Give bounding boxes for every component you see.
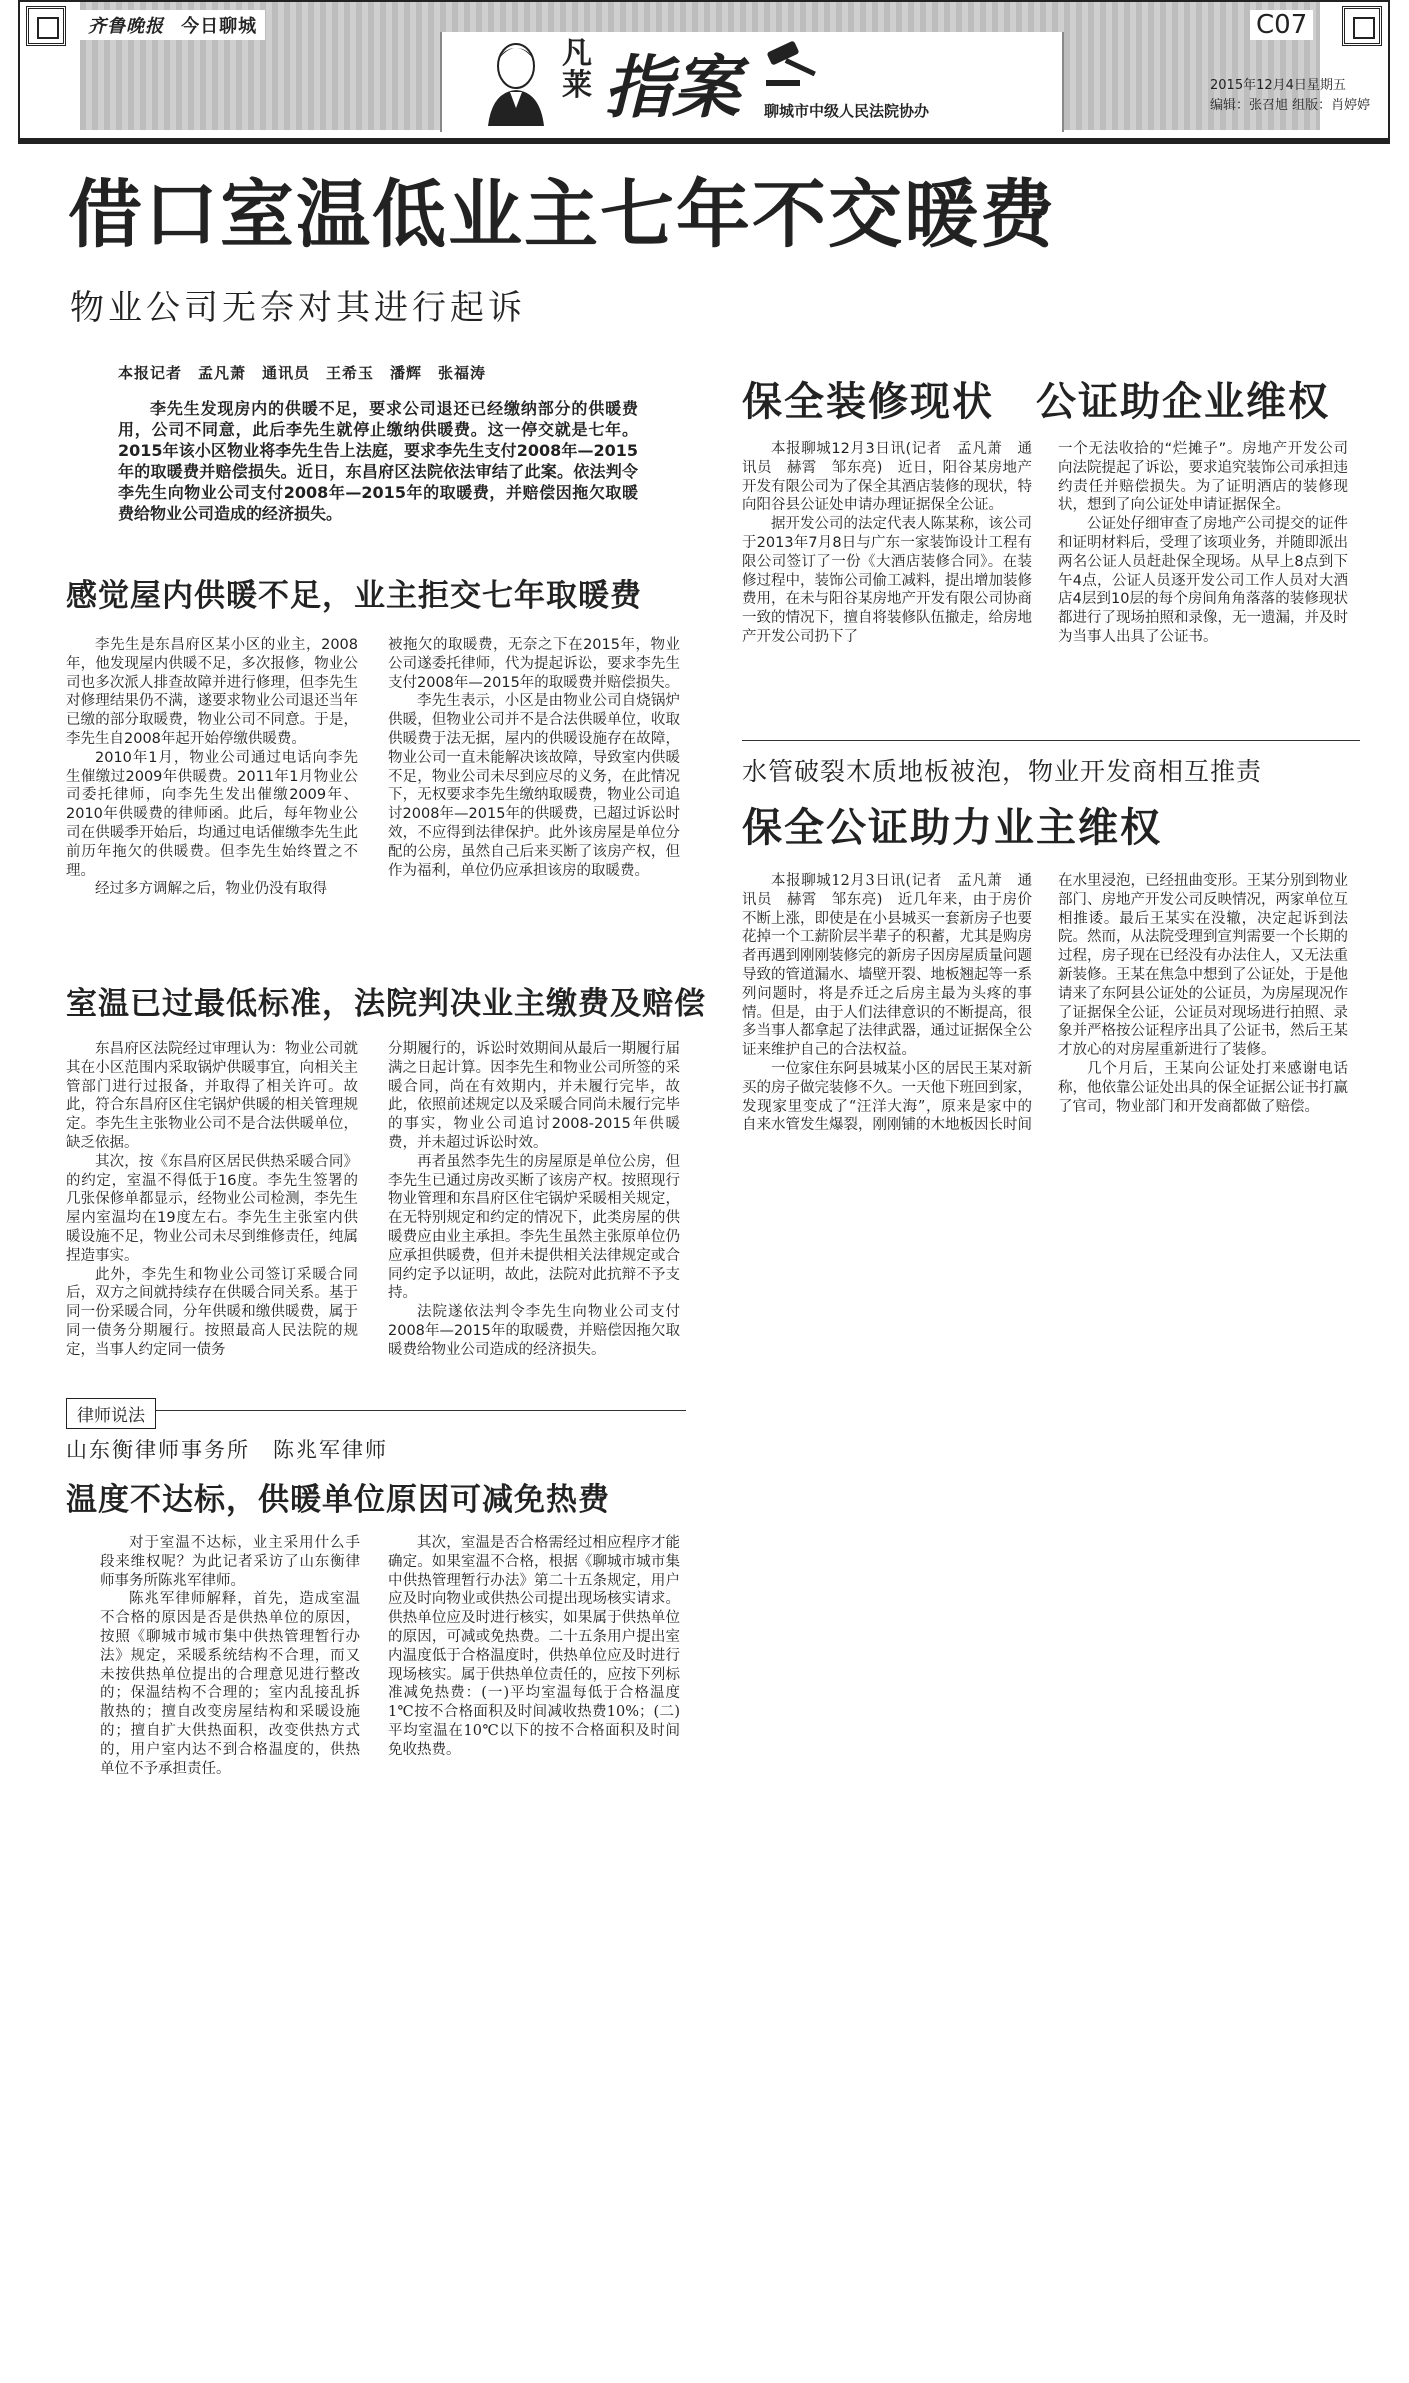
paragraph: 据开发公司的法定代表人陈某称，该公司于2013年7月8日与广东一家装饰设计工程有限公司签订了一份《大酒店装修合同》。在装修过程中，装饰公司偷工减料，提出增加装修费用，在未与阳谷某房地产开发有限公司协商一致的情况下，擅自将装修队伍撤走，给房地产开发公司扔下了	[742, 516, 1032, 645]
paragraph: 几个月后，王某向公证处打来感谢电话称，他依靠公证处出具的保全证据公证书打赢了官司，物业部门和开发商都做了赔偿。	[1058, 1060, 1348, 1115]
header-corner-ornament-right	[1342, 6, 1382, 46]
paragraph: 陈兆军律师解释，首先，造成室温不合格的原因是否是供热单位的原因，按照《聊城市城市集中供热管理暂行办法》规定，采暖系统结构不合理，而又未按供热单位提出的合理意见进行整改的；保温结构不合理的；室内乱接乱拆散热的；擅自改变房屋结构和采暖设施的；擅自扩大供热面积，改变供热方式的，用户室内达不到合格温度的，供热单位不予承担责任。	[100, 1591, 360, 1777]
paragraph: 李先生是东昌府区某小区的业主，2008年，他发现屋内供暖不足，多次报修，物业公司也多次派人排查故障并进行修理，但李先生对修理结果仍不满，遂要求物业公司退还当年已缴的部分取暖费，物业公司不同意。于是，李先生自2008年起开始停缴供暖费。	[66, 637, 358, 747]
column-sponsor: 聊城市中级人民法院协办	[764, 102, 930, 120]
right-article2-column-1	[742, 872, 1032, 1135]
paper-masthead	[80, 10, 265, 40]
lawyer-tag: 律师说法	[66, 1398, 156, 1429]
right-article2-title: 保全公证助力业主维权	[742, 805, 1162, 851]
main-lead-paragraph: 李先生发现房内的供暖不足，要求公司退还已经缴纳部分的供暖费用，公司不同意，此后李先生就停止缴纳供暖费。这一停交就是七年。2015年该小区物业将李先生告上法庭，要求李先生支付2008年—2015年的取暖费并赔偿损失。近日，东昌府区法院依法审结了此案。依法判令李先生向物业公司支付2008年—2015年的取暖费，并赔偿因拖欠取暖费给物业公司造成的经济损失。	[118, 399, 638, 523]
section2-title: 室温已过最低标准，法院判决业主缴费及赔偿	[66, 986, 706, 1022]
main-lead	[118, 398, 638, 524]
right-article1-title: 保全装修现状 公证助企业维权	[742, 379, 1330, 425]
paragraph: 在水里浸泡，已经扭曲变形。王某分别到物业部门、房地产开发公司反映情况，两家单位互相推诿。最后王某实在没辙，决定起诉到法院。然而，从法院受理到宣判需要一个长期的过程，房子现在已经没有办法住人，又无法重新装修。王某在焦急中想到了公证处，于是他请来了东阿县公证处的公证员，为房屋现况作了证据保全公证，公证员对现场进行拍照、录象并严格按公证程序出具了公证书，然后王某才放心的对房屋重新进行了装修。	[1058, 873, 1348, 1059]
main-headline: 借口室温低业主七年不交暖费	[68, 172, 1056, 258]
paragraph: 法院遂依法判令李先生向物业公司支付2008年—2015年的取暖费，并赔偿因拖欠取暖费给物业公司造成的经济损失。	[388, 1304, 680, 1358]
paragraph: 此外，李先生和物业公司签订采暖合同后，双方之间就持续存在供暖合同关系。基于同一份采暖合同，分年供暖和缴供暖费，属于同一债务分期履行。按照最高人民法院的规定，当事人约定同一债务	[66, 1266, 358, 1358]
main-subheadline: 物业公司无奈对其进行起诉	[70, 288, 526, 328]
paragraph: 其次，按《东昌府区居民供热采暖合同》的约定，室温不得低于16度。李先生签署的几张保修单都显示，经物业公司检测，李先生屋内室温均在19度左右。李先生主张室内供暖设施不足，物业公司未尽到维修责任，纯属捏造事实。	[66, 1153, 358, 1264]
column-name-char-2: 莱	[562, 68, 592, 103]
right-article2-column-2	[1058, 872, 1348, 1116]
paper-name: 齐鲁晚报	[88, 16, 164, 37]
paragraph: 再者虽然李先生的房屋原是单位公房，但李先生已通过房改买断了该房产权。按照现行物业管理和东昌府区住宅锅炉采暖相关规定，在无特别规定和约定的情况下，此类房屋的供暖费应由业主承担。李先生虽然主张原单位仍应承担供暖费，但并未提供相关法律规定或合同约定予以证明，故此，法院对此抗辩不予支持。	[388, 1153, 680, 1302]
paragraph: 李先生表示，小区是由物业公司自烧锅炉供暖，但物业公司并不是合法供暖单位，收取供暖费于法无据，屋内的供暖设施存在故障，物业公司一直未能解决该故障，导致室内供暖不足，物业公司未尽到应尽的义务，在此情况下，无权要求李先生缴纳取暖费，物业公司追讨2008年—2015年的供暖费，已超过诉讼时效，不应得到法律保护。此外该房屋是单位分配的公房，虽然自己后来买断了该房产权，但作为福利，单位仍应承担该房的取暖费。	[388, 693, 680, 879]
right-article1-column-1	[742, 440, 1032, 647]
paragraph: 一位家住东阿县城某小区的居民王某对新买的房子做完装修不久。一天他下班回到家，发现家里变成了“汪洋大海”，原来是家中的自来水管发生爆裂，刚刚铺的木地板因长时间	[742, 1060, 1032, 1134]
column-logo-panel	[440, 32, 1064, 132]
paragraph: 分期履行的，诉讼时效期间从最后一期履行届满之日起计算。因李先生和物业公司所签的采暖合同，尚在有效期内，并未履行完毕，故此，依照前述规定以及采暖合同尚未履行完毕的事实，物业公司追讨2008-2015年供暖费，并未超过诉讼时效。	[388, 1041, 680, 1151]
column-name-char-1: 凡	[562, 36, 592, 71]
gavel-icon	[762, 40, 822, 90]
page-header	[18, 0, 1390, 140]
main-byline: 本报记者 孟凡萧 通讯员 王希玉 潘辉 张福涛	[118, 364, 487, 382]
lawyer-column-1	[100, 1534, 360, 1778]
editors-credit: 编辑：张召旭 组版：肖婷婷	[1210, 98, 1371, 113]
right-article1-column-2	[1058, 440, 1348, 647]
paragraph: 经过多方调解之后，物业仍没有取得	[95, 881, 327, 898]
header-corner-ornament-left	[26, 6, 66, 46]
page-code: C07	[1250, 10, 1313, 40]
paragraph: 本报聊城12月3日讯(记者 孟凡萧 通讯员 赫霄 邹东亮) 近几年来，由于房价不断上涨，即使是在小县城买一套新房子也要花掉一个工薪阶层半辈子的积蓄，尤其是购房者再遇到刚刚装修完的新房子因房屋质量问题导致的管道漏水、墙壁开裂、地板翘起等一系列问题时，将是乔迁之后房主最为头疼的事情。但是，由于人们法律意识的不断提高，很多当事人都拿起了法律武器，通过证据保全公证来维护自己的合法权益。	[742, 873, 1032, 1059]
paragraph: 其次，室温是否合格需经过相应程序才能确定。如果室温不合格，根据《聊城市城市集中供热管理暂行办法》第二十五条规定，用户应及时向物业或供热公司提出现场核实请求。供热单位应及时进行核实，如果属于供热单位的原因，可减或免热费。二十五条用户提出室内温度低于合格温度时，供热单位应及时进行现场核实。属于供热单位责任的，应按下列标准减免热费：(一)平均室温每低于合格温度1℃按不合格面积及时间减收热费10%；(二)平均室温在10℃以下的按不合格面积及时间免收热费。	[388, 1535, 680, 1758]
section1-column-2	[388, 636, 680, 880]
section1-title: 感觉屋内供暖不足，业主拒交七年取暖费	[66, 578, 642, 614]
paragraph: 东昌府区法院经过审理认为：物业公司就其在小区范围内采取锅炉供暖事宜，向相关主管部门进行过报备，并取得了相关许可。故此，符合东昌府区住宅锅炉供暖的相关管理规定。李先生主张物业公司不是合法供暖单位，缺乏依据。	[66, 1041, 358, 1151]
lawyer-firm: 山东衡律师事务所 陈兆军律师	[66, 1438, 388, 1462]
section2-column-1	[66, 1040, 358, 1360]
lawyer-divider	[66, 1410, 686, 1411]
section1-column-1	[66, 636, 358, 899]
right-article2-kicker: 水管破裂木质地板被泡，物业开发商相互推责	[742, 757, 1263, 786]
paragraph: 本报聊城12月3日讯(记者 孟凡萧 通讯员 赫霄 邹东亮) 近日，阳谷某房地产开发有限公司为了保全其酒店装修的现状，特向阳谷县公证处申请办理证据保全公证。	[742, 441, 1032, 514]
lawyer-title: 温度不达标，供暖单位原因可减免热费	[66, 1482, 610, 1518]
paragraph: 对于室温不达标，业主采用什么手段来维权呢？为此记者采访了山东衡律师事务所陈兆军律师。	[100, 1535, 360, 1589]
avatar-judge-illustration	[482, 36, 550, 126]
paragraph: 一个无法收拾的“烂摊子”。房地产开发公司向法院提起了诉讼，要求追究装饰公司承担违约责任并赔偿损失。为了证明酒店的装修现状，想到了向公证处申请证据保全。	[1058, 441, 1348, 514]
paragraph: 公证处仔细审查了房地产公司提交的证件和证明材料后，受理了该项业务，并随即派出两名公证人员赶赴保全现场。从早上8点到下午4点，公证人员逐开发公司工作人员对大酒店4层到10层的每个房间角角落落的装修现状都进行了现场拍照和录像，无一遗漏，并及时为当事人出具了公证书。	[1058, 516, 1348, 645]
section2-column-2	[388, 1040, 680, 1360]
column-name-small	[562, 38, 592, 102]
lawyer-column-2	[388, 1534, 680, 1760]
right-divider	[742, 740, 1360, 741]
section-name: 今日聊城	[181, 16, 258, 37]
issue-date: 2015年12月4日星期五	[1210, 78, 1346, 93]
paragraph: 被拖欠的取暖费，无奈之下在2015年，物业公司遂委托律师，代为提起诉讼，要求李先生支付2008年—2015年的取暖费并赔偿损失。	[388, 637, 680, 691]
column-name-large: 指案	[604, 48, 741, 128]
paragraph: 2010年1月，物业公司通过电话向李先生催缴过2009年供暖费。2011年1月物业公司委托律师，向李先生发出催缴2009年、2010年供暖费的律师函。此后，每年物业公司在供暖季开始后，均通过电话催缴李先生此前历年拖欠的供暖费。但李先生始终置之不理。	[66, 749, 358, 879]
header-rule	[18, 140, 1390, 144]
